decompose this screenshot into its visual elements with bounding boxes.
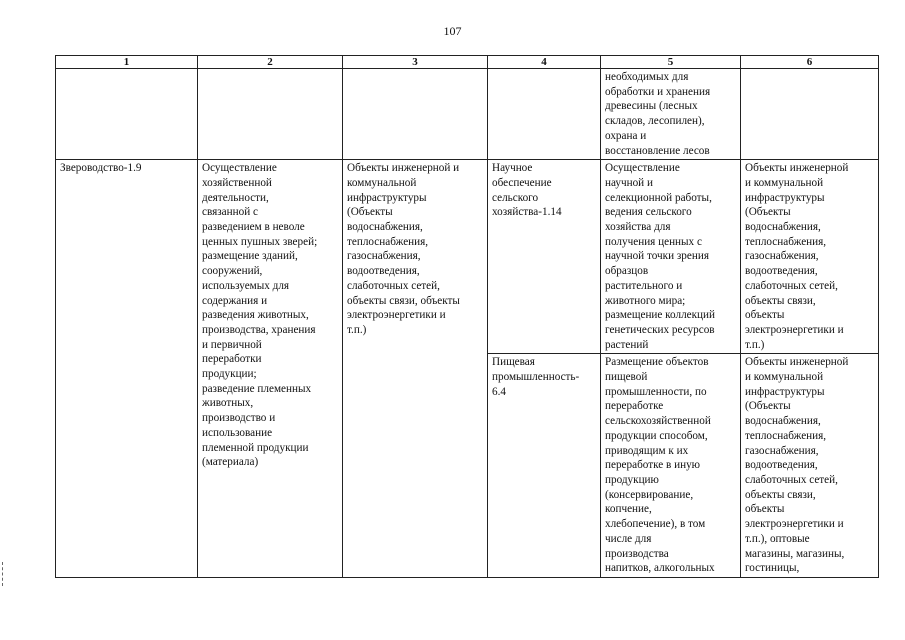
food-industry-auxiliary-text: Объекты инженерной и коммунальной инфраструктуры (Объекты водоснабжения, теплоснабжения, газоснабжения, водоотведения, слаботочных сетей, объекты связи, объекты электроэнергетики и т.п.), оптовые магазины, магазины, гостиницы, (745, 356, 849, 575)
science-use-cell: Научное обеспечение сельского хозяйства-1.14 (488, 160, 601, 354)
science-description-cell: Осуществление научной и селекционной работы, ведения сельского хозяйства для получения ценных с научной точки зрения образцов растительного и животного мира; размещение коллекций генетических ресурсов растений (601, 160, 741, 354)
header-col-3: 3 (343, 56, 488, 69)
scan-edge-marks (2, 562, 9, 586)
header-row (56, 56, 879, 69)
continuation-col-2 (198, 69, 343, 160)
header-col-1: 1 (56, 56, 198, 69)
continuation-row (56, 69, 879, 160)
continuation-col-4 (488, 69, 601, 160)
food-industry-description-text: Размещение объектов пищевой промышленности, по переработке сельскохозяйственной продукции способом, приводящим к их переработке в иную продукцию (консервирование, копчение, хлебопечение), в том числе для производства напитков, алкогольных (605, 356, 715, 575)
header-col-5: 5 (601, 56, 741, 69)
continuation-col-6 (741, 69, 879, 160)
fur-farming-description-cell: Осуществление хозяйственной деятельности, связанной с разведением в неволе ценных пушных зверей; размещение зданий, сооружений, используемых для содержания и разведения животных, производства, хранения и первичной переработки продукции; разведение племенных животных, производство и использование племенной продукции (материала) (198, 160, 343, 578)
food-industry-use-cell: Пищевая промышленность- 6.4 (488, 354, 601, 578)
food-industry-auxiliary-cell (741, 354, 879, 578)
table-row-science (56, 160, 879, 354)
header-col-6: 6 (741, 56, 879, 69)
food-industry-description-cell (601, 354, 741, 578)
fur-farming-auxiliary-cell: Объекты инженерной и коммунальной инфраструктуры (Объекты водоснабжения, теплоснабжения, газоснабжения, водоотведения, слаботочных сетей, объекты связи, объекты электроэнергетики и т.п.) (343, 160, 488, 578)
continuation-col-1 (56, 69, 198, 160)
land-use-table (55, 55, 879, 578)
continuation-col-5: необходимых для обработки и хранения древесины (лесных складов, лесопилен), охрана и восстановление лесов (601, 69, 741, 160)
science-auxiliary-cell: Объекты инженерной и коммунальной инфраструктуры (Объекты водоснабжения, теплоснабжения, газоснабжения, водоотведения, слаботочных сетей, объекты связи, объекты электроэнергетики и т.п.) (741, 160, 879, 354)
fur-farming-use-cell: Звероводство-1.9 (56, 160, 198, 578)
header-col-2: 2 (198, 56, 343, 69)
page-number: 107 (443, 24, 462, 38)
continuation-col-3 (343, 69, 488, 160)
header-col-4: 4 (488, 56, 601, 69)
